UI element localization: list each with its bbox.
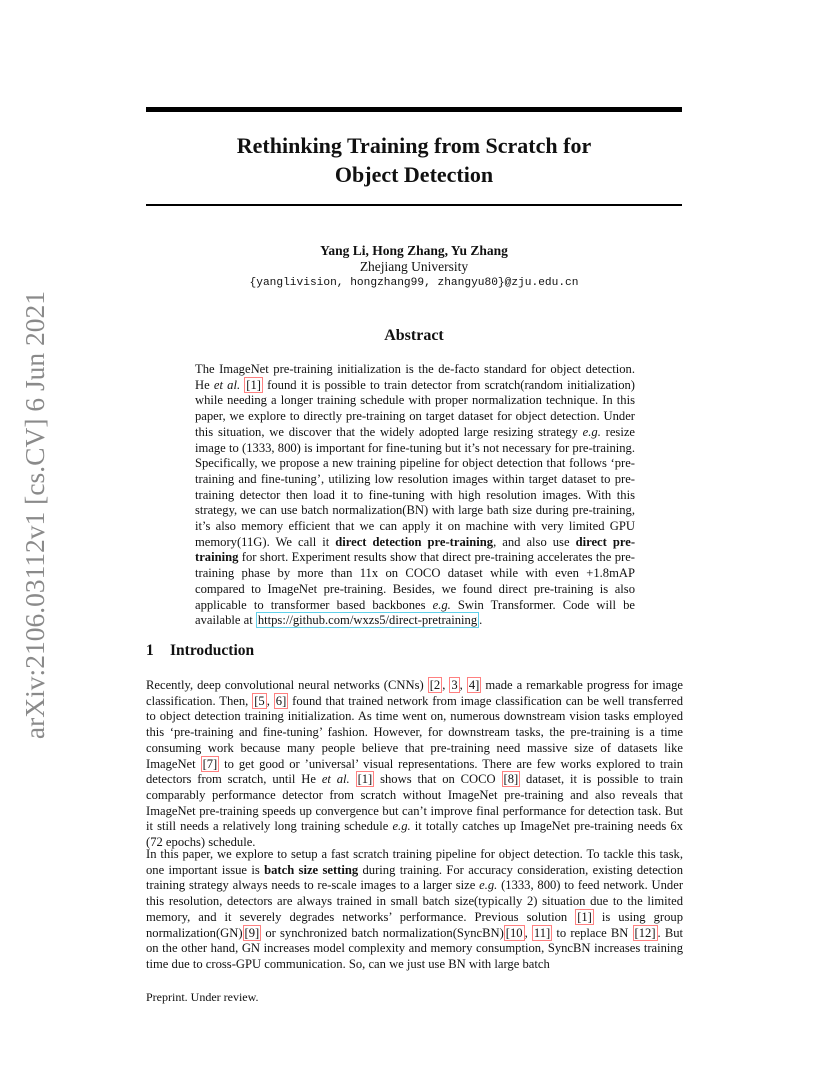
paper-title-line-2: Object Detection (334, 162, 494, 187)
body-text: to replace BN (552, 925, 633, 940)
title-top-rule (146, 107, 682, 112)
abstract-bold-term: direct detection pre-training (335, 534, 494, 549)
citation-link[interactable]: [5 (254, 693, 265, 708)
section-number: 1 (146, 642, 154, 659)
abstract-heading: Abstract (384, 327, 444, 344)
preprint-footer: Preprint. Under review. (146, 990, 259, 1004)
author-affiliation: Zhejiang University (359, 259, 469, 274)
title-bottom-rule (146, 204, 682, 206)
abstract-bold-term: direct pre-training (195, 534, 636, 565)
citation-link[interactable]: [8] (503, 772, 519, 787)
citation-link[interactable]: [12] (634, 925, 656, 940)
section-heading-introduction (146, 642, 254, 660)
body-text: it totally catches up ImageNet pre-training needs 6x (72 epochs) schedule. (146, 819, 683, 850)
citation-link[interactable]: 11] (533, 925, 551, 940)
body-bold-term: batch size setting (264, 862, 359, 877)
abstract-text: . (479, 613, 483, 628)
body-text: to get good or ’universal’ visual representations. There are few works explored to train detectors from scratch, until He (146, 756, 683, 787)
abstract-text: for short. Experiment results show that direct pre-training accelerates the pre-training phase by more than 11x on COCO dataset while with even +1.8mAP compared to ImageNet pre-training. Besides, we found direct pre-training is also applicable to transformer based backbones (195, 550, 635, 612)
body-text: In this paper, we explore to setup a fast scratch training pipeline for object detection. To tackle this task, one important issue is (146, 847, 683, 877)
arxiv-identifier-stamp: arXiv:2106.03112v1 [cs.CV] 6 Jun 2021 (19, 290, 50, 740)
body-text: made a remarkable progress for image classification. Then, (146, 678, 684, 708)
body-emphasis: e.g. (392, 819, 411, 834)
body-text: during training. For accuracy consideration, existing detection training strategy always needs to re-scale images to a larger size (146, 862, 683, 893)
citation-link[interactable]: 6] (275, 693, 287, 708)
citation-link[interactable]: [10 (505, 925, 523, 940)
body-text: (1333, 800) to feed network. Under this resolution, detectors are always trained in small batch size(typically 2) situation due to the limited memory, and it severely degrades networks’ performance. Previous solution (146, 878, 684, 924)
citation-link[interactable]: [1] (246, 377, 261, 392)
abstract-text: found it is possible to train detector from scratch(random initialization) while needing a longer training schedule with proper normalization technique. In this paper, we explore to directly pre-training on target dataset for object detection. Under this situation, we discover that the widely adopted large resizing strategy (195, 377, 635, 439)
citation-link[interactable]: [1] (577, 909, 592, 924)
intro-paragraph-2 (146, 847, 683, 973)
body-text: , (442, 678, 450, 692)
abstract-text: The ImageNet pre-training initialization is the de-facto standard for object detection. He (195, 362, 635, 392)
body-text: found that trained network from image classification can be well transferred to object detection training initialization. As time went on, numerous downstream vision tasks employed this ‘pre-training and fine-tuning’ fashion. However, for downstream tasks, the pre-training is a time consuming work because many people believe that pre-training need massive size of datasets like ImageNet (146, 693, 683, 771)
section-title: Introduction (170, 642, 255, 659)
author-block (146, 243, 682, 291)
body-emphasis: e.g. (479, 878, 498, 893)
body-text (350, 772, 356, 786)
abstract-body (195, 362, 635, 629)
citation-link[interactable]: [9] (244, 925, 260, 940)
abstract-text: , and also use (493, 534, 576, 549)
paper-title-line-1: Rethinking Training from Scratch for (236, 133, 592, 158)
code-repository-link[interactable]: https://github.com/wxzs5/direct-pretraining (257, 613, 478, 628)
paper-title (146, 131, 682, 189)
author-names: Yang Li, Hong Zhang, Yu Zhang (320, 243, 508, 258)
abstract-emphasis: et al. (213, 377, 241, 392)
body-text: or synchronized batch normalization(SyncBN) (261, 925, 504, 940)
body-emphasis: et al. (321, 772, 350, 787)
body-text: is using group normalization(GN) (146, 909, 683, 940)
abstract-emphasis: e.g. (582, 424, 601, 439)
body-text: dataset, it is possible to train comparably performance detector from scratch without ImageNet pre-training and also reveals that ImageNet pre-training speeds up convergence but can’t improve final performance for detection task. But it still needs a relatively long training schedule (146, 772, 683, 834)
citation-link[interactable]: [7] (202, 756, 218, 771)
body-text: , (459, 678, 467, 692)
citation-link[interactable]: 4] (468, 678, 480, 692)
body-text: . But on the other hand, GN increases model complexity and memory consumption, SyncBN increases training time due to cross-GPU communication. So, can we just use BN with large batch (146, 925, 684, 971)
body-text: , (266, 693, 274, 708)
citation-link[interactable]: [1] (357, 772, 373, 787)
body-text: , (524, 925, 532, 940)
intro-paragraph-1 (146, 678, 683, 851)
citation-link[interactable]: [2 (429, 678, 441, 692)
abstract-text: resize image to (1333, 800) is important for fine-tuning but it’s not necessary for pre-training. Specifically, we propose a new training pipeline for object detection that follows ‘pre-training and fine-tuning’, utilizing low resolution images within target dataset to pre-training detector then load it to fine-tuning with high resolution images. With this strategy, we can use batch normalization(BN) with large bath size during pre-training, it’s also memory efficient that we can apply it on machine with very limited GPU memory(11G). We call it (195, 424, 635, 549)
citation-link[interactable]: 3 (451, 678, 458, 692)
author-emails: {yanglivision, hongzhang99, zhangyu80}@zju.edu.cn (249, 277, 579, 289)
body-text: Recently, deep convolutional neural networks (CNNs) (146, 678, 428, 692)
abstract-text: Swin Transformer. Code will be available at (195, 597, 635, 628)
abstract-emphasis: e.g. (432, 597, 451, 612)
body-text: shows that on COCO (374, 772, 502, 787)
